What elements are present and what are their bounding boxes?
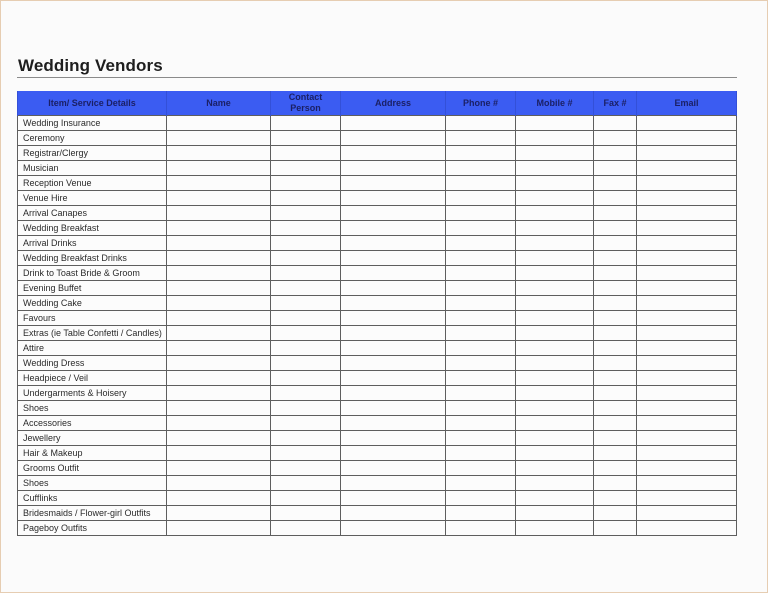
cell-contact[interactable] — [271, 326, 341, 341]
cell-mobile[interactable] — [516, 386, 594, 401]
cell-item-service: Attire — [18, 341, 167, 356]
cell-address[interactable] — [341, 161, 446, 176]
cell-contact[interactable] — [271, 146, 341, 161]
table-row — [18, 521, 737, 536]
cell-item-service: Headpiece / Veil — [18, 371, 167, 386]
cell-phone[interactable] — [446, 356, 516, 371]
cell-name[interactable] — [167, 341, 271, 356]
cell-contact[interactable] — [271, 176, 341, 191]
cell-name[interactable] — [167, 161, 271, 176]
cell-contact[interactable] — [271, 386, 341, 401]
cell-email[interactable] — [637, 146, 737, 161]
cell-mobile[interactable] — [516, 146, 594, 161]
cell-fax[interactable] — [594, 176, 637, 191]
cell-fax[interactable] — [594, 191, 637, 206]
cell-name[interactable] — [167, 371, 271, 386]
cell-name[interactable] — [167, 191, 271, 206]
cell-fax[interactable] — [594, 476, 637, 491]
cell-contact[interactable] — [271, 221, 341, 236]
cell-phone[interactable] — [446, 401, 516, 416]
cell-fax[interactable] — [594, 266, 637, 281]
cell-contact[interactable] — [271, 476, 341, 491]
cell-email[interactable] — [637, 521, 737, 536]
cell-mobile[interactable] — [516, 311, 594, 326]
cell-mobile[interactable] — [516, 446, 594, 461]
column-header-name: Name — [167, 91, 271, 116]
cell-email[interactable] — [637, 401, 737, 416]
cell-name[interactable] — [167, 506, 271, 521]
cell-mobile[interactable] — [516, 281, 594, 296]
table-row — [18, 146, 737, 161]
cell-phone[interactable] — [446, 311, 516, 326]
cell-name[interactable] — [167, 311, 271, 326]
cell-email[interactable] — [637, 491, 737, 506]
cell-mobile[interactable] — [516, 371, 594, 386]
cell-mobile[interactable] — [516, 506, 594, 521]
cell-name[interactable] — [167, 416, 271, 431]
cell-mobile[interactable] — [516, 401, 594, 416]
cell-email[interactable] — [637, 161, 737, 176]
cell-contact[interactable] — [271, 236, 341, 251]
table-row — [18, 491, 737, 506]
cell-email[interactable] — [637, 191, 737, 206]
cell-email[interactable] — [637, 506, 737, 521]
cell-email[interactable] — [637, 416, 737, 431]
cell-phone[interactable] — [446, 506, 516, 521]
table-row — [18, 386, 737, 401]
cell-contact[interactable] — [271, 341, 341, 356]
cell-mobile[interactable] — [516, 206, 594, 221]
cell-fax[interactable] — [594, 521, 637, 536]
cell-contact[interactable] — [271, 371, 341, 386]
cell-fax[interactable] — [594, 206, 637, 221]
cell-phone[interactable] — [446, 326, 516, 341]
table-row — [18, 476, 737, 491]
cell-mobile[interactable] — [516, 296, 594, 311]
column-header-item: Item/ Service Details — [18, 91, 167, 116]
cell-address[interactable] — [341, 401, 446, 416]
cell-mobile[interactable] — [516, 266, 594, 281]
cell-item-service: Wedding Insurance — [18, 116, 167, 131]
table-row — [18, 221, 737, 236]
cell-item-service: Ceremony — [18, 131, 167, 146]
vendors-table — [17, 91, 737, 536]
cell-fax[interactable] — [594, 491, 637, 506]
cell-name[interactable] — [167, 401, 271, 416]
cell-email[interactable] — [637, 356, 737, 371]
cell-name[interactable] — [167, 236, 271, 251]
cell-contact[interactable] — [271, 401, 341, 416]
cell-contact[interactable] — [271, 206, 341, 221]
cell-item-service: Wedding Breakfast — [18, 221, 167, 236]
cell-name[interactable] — [167, 146, 271, 161]
cell-fax[interactable] — [594, 131, 637, 146]
cell-email[interactable] — [637, 326, 737, 341]
table-row — [18, 251, 737, 266]
cell-email[interactable] — [637, 131, 737, 146]
cell-phone[interactable] — [446, 221, 516, 236]
cell-address[interactable] — [341, 131, 446, 146]
table-row — [18, 131, 737, 146]
cell-phone[interactable] — [446, 146, 516, 161]
cell-address[interactable] — [341, 296, 446, 311]
table-row — [18, 176, 737, 191]
table-row — [18, 506, 737, 521]
cell-email[interactable] — [637, 251, 737, 266]
cell-email[interactable] — [637, 476, 737, 491]
table-row — [18, 461, 737, 476]
cell-mobile[interactable] — [516, 431, 594, 446]
cell-phone[interactable] — [446, 116, 516, 131]
cell-address[interactable] — [341, 326, 446, 341]
cell-phone[interactable] — [446, 446, 516, 461]
table-row — [18, 356, 737, 371]
cell-phone[interactable] — [446, 251, 516, 266]
table-row — [18, 236, 737, 251]
cell-phone[interactable] — [446, 236, 516, 251]
cell-item-service: Wedding Breakfast Drinks — [18, 251, 167, 266]
cell-address[interactable] — [341, 446, 446, 461]
cell-contact[interactable] — [271, 446, 341, 461]
cell-address[interactable] — [341, 206, 446, 221]
cell-mobile[interactable] — [516, 191, 594, 206]
cell-name[interactable] — [167, 356, 271, 371]
cell-mobile[interactable] — [516, 326, 594, 341]
cell-fax[interactable] — [594, 356, 637, 371]
cell-fax[interactable] — [594, 281, 637, 296]
cell-item-service: Pageboy Outfits — [18, 521, 167, 536]
cell-mobile[interactable] — [516, 161, 594, 176]
cell-name[interactable] — [167, 491, 271, 506]
cell-address[interactable] — [341, 491, 446, 506]
cell-address[interactable] — [341, 281, 446, 296]
cell-item-service: Cufflinks — [18, 491, 167, 506]
cell-phone[interactable] — [446, 176, 516, 191]
cell-contact[interactable] — [271, 251, 341, 266]
cell-name[interactable] — [167, 281, 271, 296]
table-body — [18, 116, 737, 536]
cell-contact[interactable] — [271, 356, 341, 371]
cell-email[interactable] — [637, 221, 737, 236]
cell-address[interactable] — [341, 176, 446, 191]
cell-fax[interactable] — [594, 116, 637, 131]
cell-item-service: Wedding Cake — [18, 296, 167, 311]
cell-name[interactable] — [167, 296, 271, 311]
cell-fax[interactable] — [594, 416, 637, 431]
column-header-phone: Phone # — [446, 91, 516, 116]
cell-contact[interactable] — [271, 161, 341, 176]
table-header-row — [18, 91, 737, 116]
cell-address[interactable] — [341, 386, 446, 401]
cell-address[interactable] — [341, 461, 446, 476]
cell-phone[interactable] — [446, 386, 516, 401]
cell-phone[interactable] — [446, 416, 516, 431]
cell-item-service: Accessories — [18, 416, 167, 431]
cell-name[interactable] — [167, 461, 271, 476]
page-title: Wedding Vendors — [18, 56, 163, 75]
cell-contact[interactable] — [271, 521, 341, 536]
cell-phone[interactable] — [446, 521, 516, 536]
cell-contact[interactable] — [271, 311, 341, 326]
cell-email[interactable] — [637, 176, 737, 191]
table-row — [18, 116, 737, 131]
cell-item-service: Wedding Dress — [18, 356, 167, 371]
cell-fax[interactable] — [594, 506, 637, 521]
cell-item-service: Jewellery — [18, 431, 167, 446]
cell-contact[interactable] — [271, 116, 341, 131]
cell-address[interactable] — [341, 116, 446, 131]
cell-email[interactable] — [637, 206, 737, 221]
cell-email[interactable] — [637, 431, 737, 446]
cell-phone[interactable] — [446, 461, 516, 476]
cell-item-service: Favours — [18, 311, 167, 326]
table-row — [18, 161, 737, 176]
table-row — [18, 341, 737, 356]
cell-phone[interactable] — [446, 491, 516, 506]
cell-item-service: Reception Venue — [18, 176, 167, 191]
table-row — [18, 401, 737, 416]
cell-email[interactable] — [637, 341, 737, 356]
cell-name[interactable] — [167, 206, 271, 221]
cell-fax[interactable] — [594, 341, 637, 356]
cell-name[interactable] — [167, 431, 271, 446]
cell-item-service: Musician — [18, 161, 167, 176]
cell-item-service: Arrival Canapes — [18, 206, 167, 221]
cell-fax[interactable] — [594, 311, 637, 326]
cell-contact[interactable] — [271, 461, 341, 476]
cell-name[interactable] — [167, 446, 271, 461]
cell-name[interactable] — [167, 521, 271, 536]
column-header-address: Address — [341, 91, 446, 116]
cell-address[interactable] — [341, 251, 446, 266]
cell-phone[interactable] — [446, 476, 516, 491]
cell-address[interactable] — [341, 221, 446, 236]
cell-fax[interactable] — [594, 461, 637, 476]
column-header-fax: Fax # — [594, 91, 637, 116]
cell-fax[interactable] — [594, 386, 637, 401]
cell-name[interactable] — [167, 221, 271, 236]
table-row — [18, 416, 737, 431]
cell-fax[interactable] — [594, 446, 637, 461]
cell-name[interactable] — [167, 326, 271, 341]
cell-contact[interactable] — [271, 296, 341, 311]
cell-email[interactable] — [637, 446, 737, 461]
cell-email[interactable] — [637, 236, 737, 251]
cell-address[interactable] — [341, 266, 446, 281]
cell-address[interactable] — [341, 506, 446, 521]
cell-item-service: Undergarments & Hoisery — [18, 386, 167, 401]
cell-phone[interactable] — [446, 296, 516, 311]
column-header-mobile: Mobile # — [516, 91, 594, 116]
cell-contact[interactable] — [271, 416, 341, 431]
cell-contact[interactable] — [271, 131, 341, 146]
cell-mobile[interactable] — [516, 416, 594, 431]
table-row — [18, 266, 737, 281]
table-row — [18, 206, 737, 221]
cell-item-service: Bridesmaids / Flower-girl Outfits — [18, 506, 167, 521]
cell-item-service: Shoes — [18, 401, 167, 416]
title-underline — [17, 77, 737, 78]
cell-name[interactable] — [167, 476, 271, 491]
table-row — [18, 281, 737, 296]
cell-phone[interactable] — [446, 161, 516, 176]
cell-name[interactable] — [167, 176, 271, 191]
cell-item-service: Shoes — [18, 476, 167, 491]
cell-mobile[interactable] — [516, 491, 594, 506]
cell-mobile[interactable] — [516, 176, 594, 191]
table-row — [18, 191, 737, 206]
cell-fax[interactable] — [594, 401, 637, 416]
cell-mobile[interactable] — [516, 356, 594, 371]
cell-address[interactable] — [341, 371, 446, 386]
cell-contact[interactable] — [271, 431, 341, 446]
cell-fax[interactable] — [594, 371, 637, 386]
cell-address[interactable] — [341, 341, 446, 356]
cell-mobile[interactable] — [516, 116, 594, 131]
cell-address[interactable] — [341, 146, 446, 161]
cell-address[interactable] — [341, 311, 446, 326]
table-row — [18, 296, 737, 311]
cell-phone[interactable] — [446, 341, 516, 356]
cell-address[interactable] — [341, 431, 446, 446]
cell-item-service: Venue Hire — [18, 191, 167, 206]
cell-email[interactable] — [637, 266, 737, 281]
cell-name[interactable] — [167, 131, 271, 146]
cell-fax[interactable] — [594, 431, 637, 446]
cell-name[interactable] — [167, 251, 271, 266]
cell-fax[interactable] — [594, 161, 637, 176]
cell-email[interactable] — [637, 311, 737, 326]
cell-fax[interactable] — [594, 326, 637, 341]
cell-contact[interactable] — [271, 281, 341, 296]
cell-address[interactable] — [341, 236, 446, 251]
cell-name[interactable] — [167, 266, 271, 281]
cell-phone[interactable] — [446, 131, 516, 146]
cell-contact[interactable] — [271, 491, 341, 506]
cell-email[interactable] — [637, 371, 737, 386]
cell-name[interactable] — [167, 386, 271, 401]
cell-fax[interactable] — [594, 146, 637, 161]
cell-mobile[interactable] — [516, 131, 594, 146]
cell-email[interactable] — [637, 281, 737, 296]
cell-fax[interactable] — [594, 296, 637, 311]
cell-email[interactable] — [637, 296, 737, 311]
cell-address[interactable] — [341, 416, 446, 431]
cell-item-service: Hair & Makeup — [18, 446, 167, 461]
column-header-contact-person: Contact Person — [271, 91, 341, 116]
cell-contact[interactable] — [271, 506, 341, 521]
cell-address[interactable] — [341, 356, 446, 371]
cell-item-service: Evening Buffet — [18, 281, 167, 296]
table-row — [18, 371, 737, 386]
cell-mobile[interactable] — [516, 236, 594, 251]
cell-phone[interactable] — [446, 191, 516, 206]
cell-address[interactable] — [341, 191, 446, 206]
cell-item-service: Arrival Drinks — [18, 236, 167, 251]
cell-mobile[interactable] — [516, 461, 594, 476]
table-row — [18, 311, 737, 326]
cell-fax[interactable] — [594, 251, 637, 266]
table-row — [18, 431, 737, 446]
cell-item-service: Grooms Outfit — [18, 461, 167, 476]
cell-item-service: Extras (ie Table Confetti / Candles) — [18, 326, 167, 341]
cell-phone[interactable] — [446, 431, 516, 446]
cell-contact[interactable] — [271, 191, 341, 206]
cell-mobile[interactable] — [516, 251, 594, 266]
cell-mobile[interactable] — [516, 341, 594, 356]
cell-address[interactable] — [341, 476, 446, 491]
cell-phone[interactable] — [446, 281, 516, 296]
table-row — [18, 326, 737, 341]
cell-phone[interactable] — [446, 266, 516, 281]
cell-mobile[interactable] — [516, 476, 594, 491]
column-header-email: Email — [637, 91, 737, 116]
cell-fax[interactable] — [594, 221, 637, 236]
table-row — [18, 446, 737, 461]
cell-email[interactable] — [637, 116, 737, 131]
cell-mobile[interactable] — [516, 521, 594, 536]
cell-mobile[interactable] — [516, 221, 594, 236]
cell-fax[interactable] — [594, 236, 637, 251]
cell-item-service: Drink to Toast Bride & Groom — [18, 266, 167, 281]
cell-email[interactable] — [637, 386, 737, 401]
cell-email[interactable] — [637, 461, 737, 476]
cell-phone[interactable] — [446, 371, 516, 386]
cell-item-service: Registrar/Clergy — [18, 146, 167, 161]
cell-phone[interactable] — [446, 206, 516, 221]
cell-name[interactable] — [167, 116, 271, 131]
cell-address[interactable] — [341, 521, 446, 536]
cell-contact[interactable] — [271, 266, 341, 281]
